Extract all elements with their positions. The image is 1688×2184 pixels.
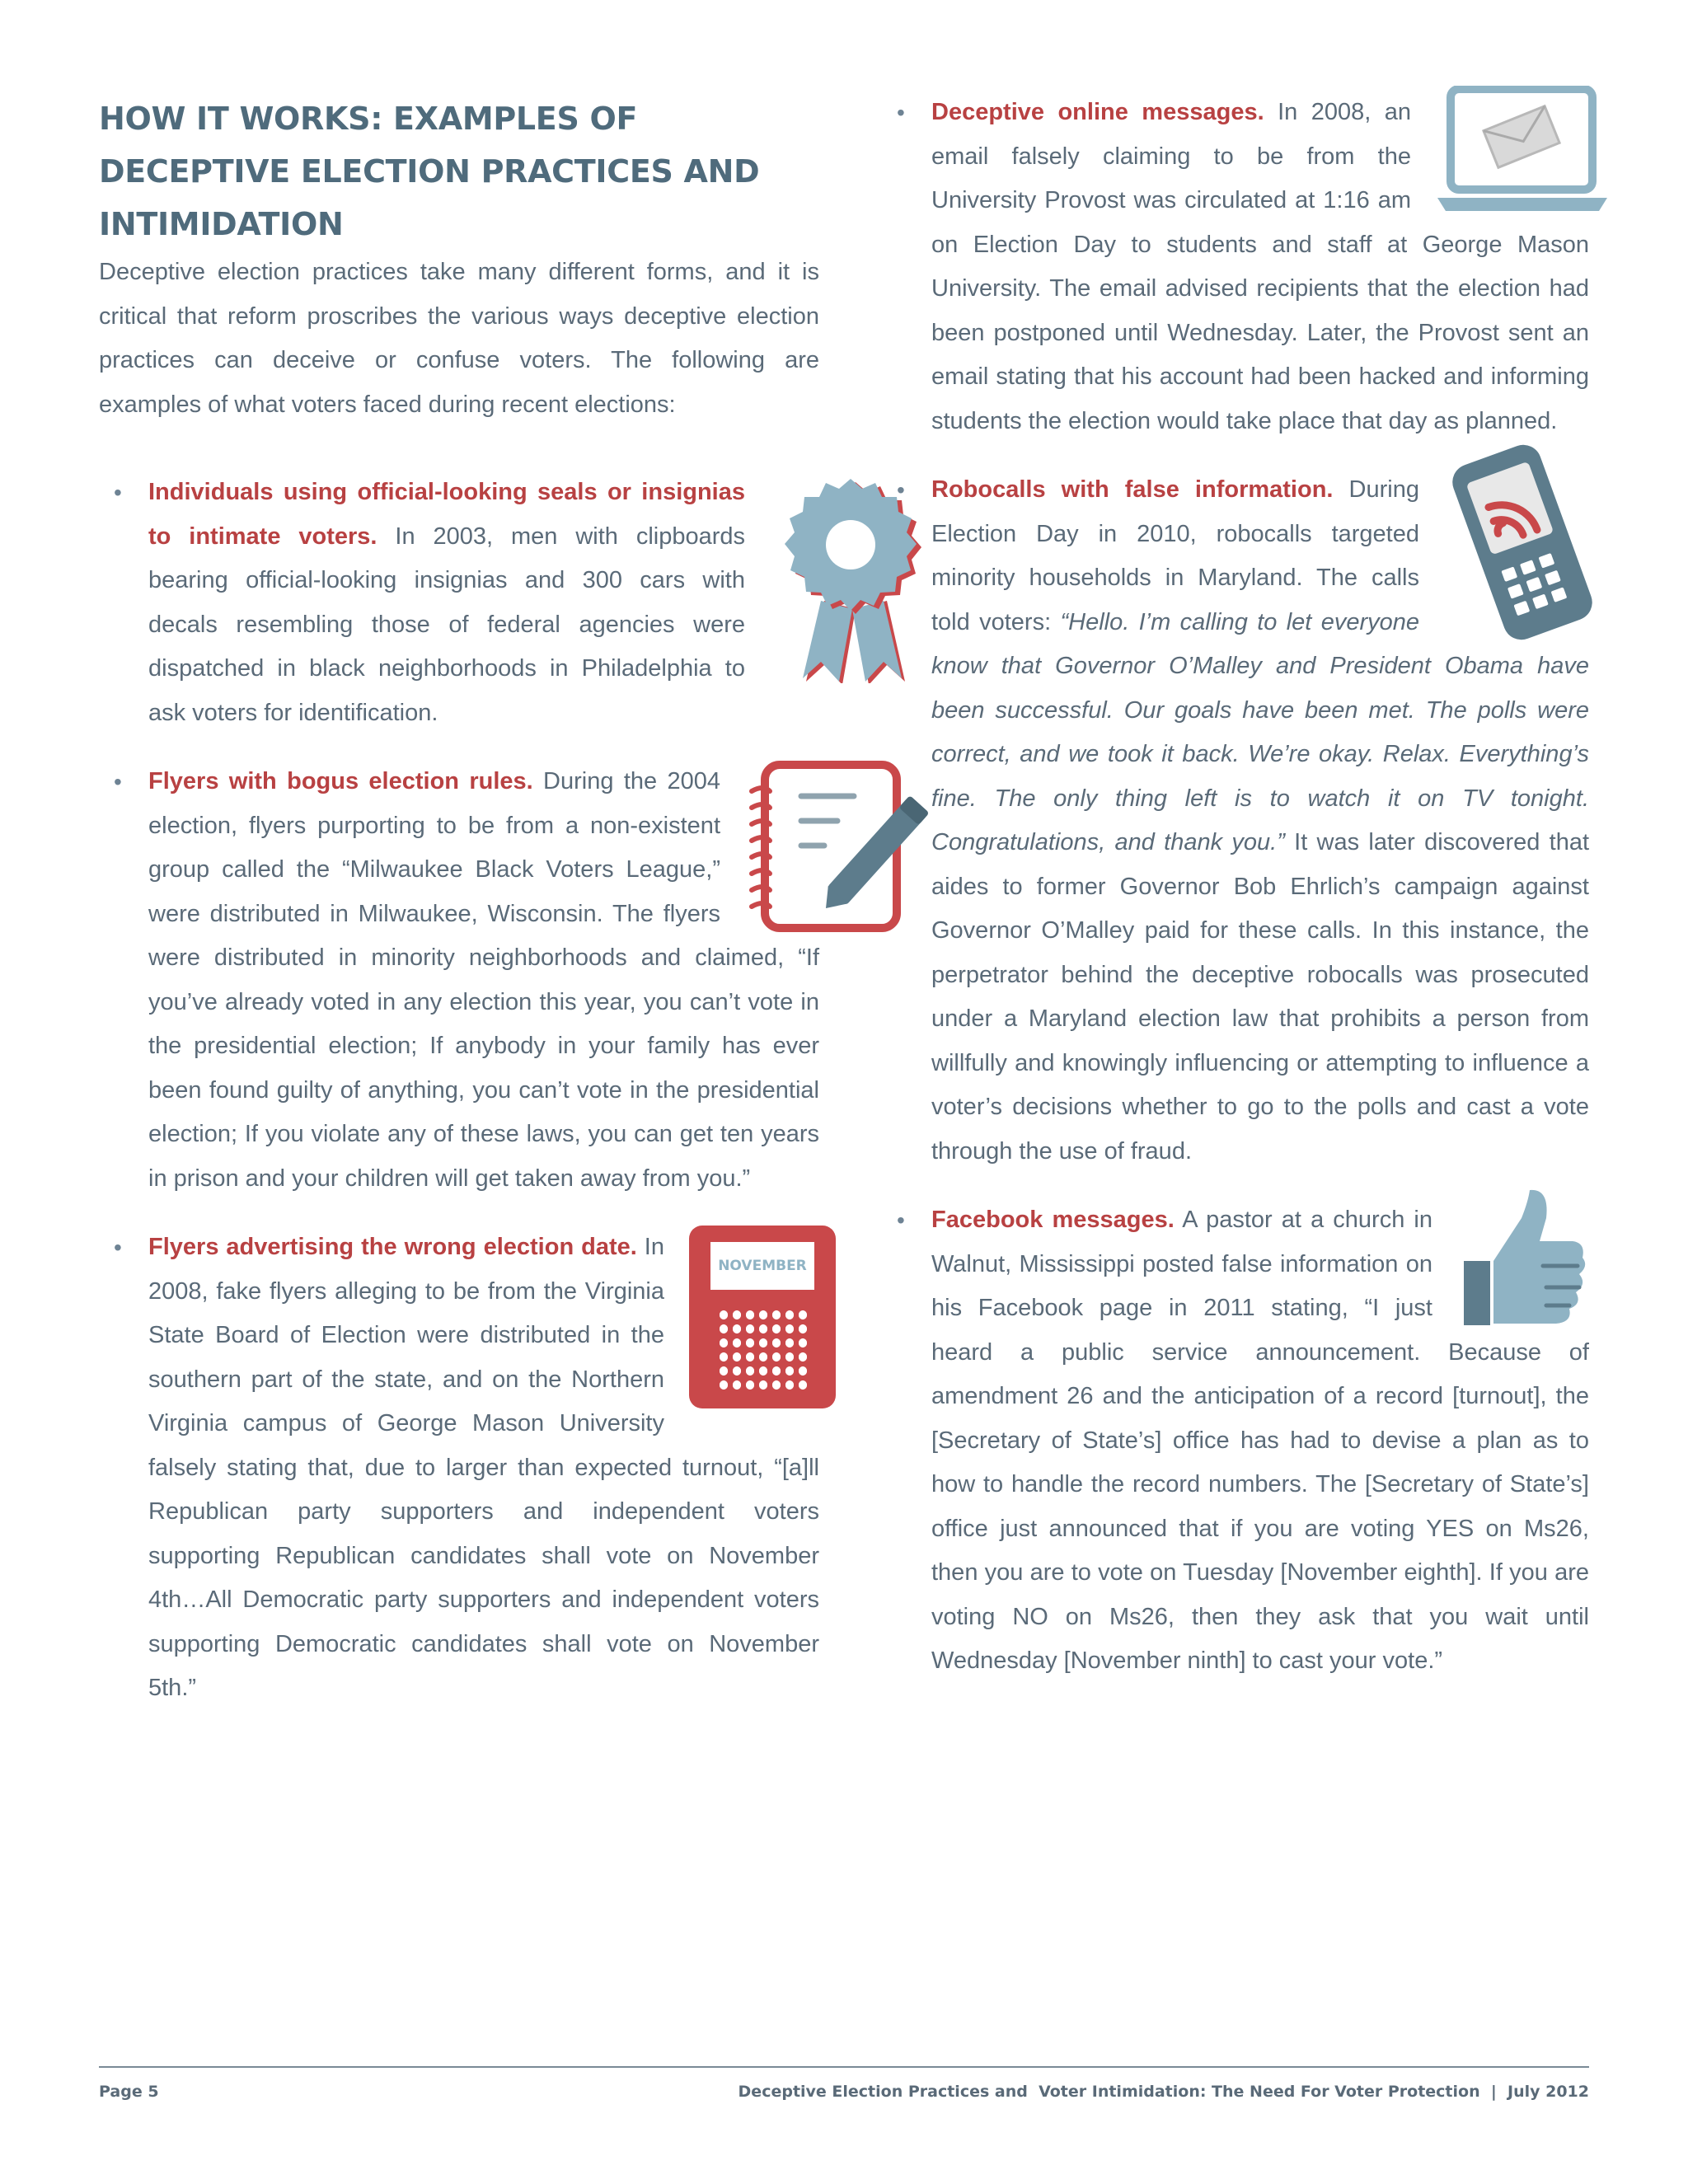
item-body: A pastor at a church in Walnut, Mississippi posted false information on his Facebook page in 2011 stating, “I just heard a public service announcement. Because of amendment 26 and the anticipation of a record [turnout], the [Secretary of State’s] office has had to devise a plan as to how to handle the record numbers. The [Secretary of State’s] office just announced that if you are voting YES on Ms26, then you are to vote on Tuesday [November eighth]. If you are voting NO on Ms26, then they ask that you wait until Wednesday [November ninth] to cast your vote.” xyxy=(931,1207,1589,1674)
bullet: • xyxy=(897,100,905,125)
bullet: • xyxy=(897,477,905,503)
thumbs-up-icon xyxy=(1457,1185,1589,1329)
calendar-month-label: NOVEMBER xyxy=(710,1242,814,1290)
calendar-grid xyxy=(717,1308,809,1390)
intro-paragraph: Deceptive election practices take many different forms, and it is critical that reform proscribes the various ways deceptive election practices can deceive or confuse voters. The following are examples of what voters faced during recent elections: xyxy=(99,259,819,418)
bullet: • xyxy=(114,769,122,794)
left-column xyxy=(99,82,819,1711)
bullet: • xyxy=(114,480,122,505)
cell-phone-icon xyxy=(1444,443,1601,641)
list-item xyxy=(99,760,819,1201)
item-lead: Robocalls with false information. xyxy=(931,476,1334,503)
item-lead: Facebook messages. xyxy=(931,1207,1175,1233)
list-item xyxy=(882,91,1589,443)
footer-title: Deceptive Election Practices and Voter Intimidation: The Need For Voter Protection | July 2012 xyxy=(738,2083,1589,2101)
robocall-quote: “Hello. I’m calling to let everyone know that Governor O’Malley and President Obama have been successful. Our goals have been met. The polls were correct, and we took it back. We’re okay. Relax. Everything’s fine. The only thing left is to watch it on TV tonight. Congratulations, and thank you.” xyxy=(931,608,1589,855)
list-item xyxy=(99,471,819,735)
page-number: Page 5 xyxy=(99,2083,159,2101)
item-lead: Individuals using official-looking seals or insignias to intimate voters. xyxy=(148,479,745,550)
list-item xyxy=(99,1226,819,1711)
laptop-envelope-icon xyxy=(1436,86,1609,218)
item-lead: Deceptive online messages. xyxy=(931,99,1264,125)
list-item xyxy=(882,468,1589,1174)
bullet: • xyxy=(897,1207,905,1233)
item-lead: Flyers with bogus election rules. xyxy=(148,768,533,794)
footer-divider xyxy=(99,2066,1589,2068)
list-item xyxy=(882,1198,1589,1684)
item-body: During the 2004 election, flyers purporting to be from a non-existent group called the “Milwaukee Black Voters League,” were distributed in Milwaukee, Wisconsin. The flyers were distributed in minority neighborhoods and claimed, “If you’ve already voted in any election this year, you can’t vote in the presidential election; If anybody in your family has ever been found guilty of anything, you can’t vote in the presidential election; If you violate any of these laws, you can get ten years in prison and your children will get taken away from you.” xyxy=(148,768,819,1192)
item-body: In 2008, fake flyers alleging to be from the Virginia State Board of Election were distributed in the southern part of the state, and on the Northern Virginia campus of George Mason University falsely stating that, due to larger than expected turnout, “[a]ll Republican party supporters and independent voters supporting Republican candidates shall vote on November 4th…All Democratic party supporters and independent voters supporting Democratic candidates shall vote on November 5th.” xyxy=(148,1234,819,1701)
calendar-icon xyxy=(689,1226,836,1408)
item-lead: Flyers advertising the wrong election date. xyxy=(148,1234,637,1260)
bullet: • xyxy=(114,1235,122,1260)
item-body-continued: It was later discovered that aides to former Governor Bob Ehrlich’s campaign against Governor O’Malley paid for these calls. In this instance, the perpetrator behind the deceptive robocalls was prosecuted under a Maryland election law that prohibits a person from willfully and knowingly influencing or attempting to influence a voter’s decisions whether to go to the polls and cast a vote through the use of fraud. xyxy=(931,829,1590,1165)
right-column xyxy=(882,91,1589,1684)
page-heading: HOW IT WORKS: EXAMPLES OF DECEPTIVE ELECTION PRACTICES AND INTIMIDATION xyxy=(99,101,760,242)
item-body: In 2008, an email falsely claiming to be from the University Provost was circulated at 1:16 am on Election Day to students and staff at George Mason University. The email advised recipients that the election had been postponed until Wednesday. Later, the Provost sent an email stating that his account had been hacked and informing students the election would take place that day as planned. xyxy=(931,99,1589,434)
item-body: In 2003, men with clipboards bearing official-looking insignias and 300 cars with decals resembling those of federal agencies were dispatched in black neighborhoods in Philadelphia to ask voters for identification. xyxy=(148,523,745,726)
item-body: During Election Day in 2010, robocalls targeted minority households in Maryland. The calls told voters: xyxy=(931,476,1419,635)
